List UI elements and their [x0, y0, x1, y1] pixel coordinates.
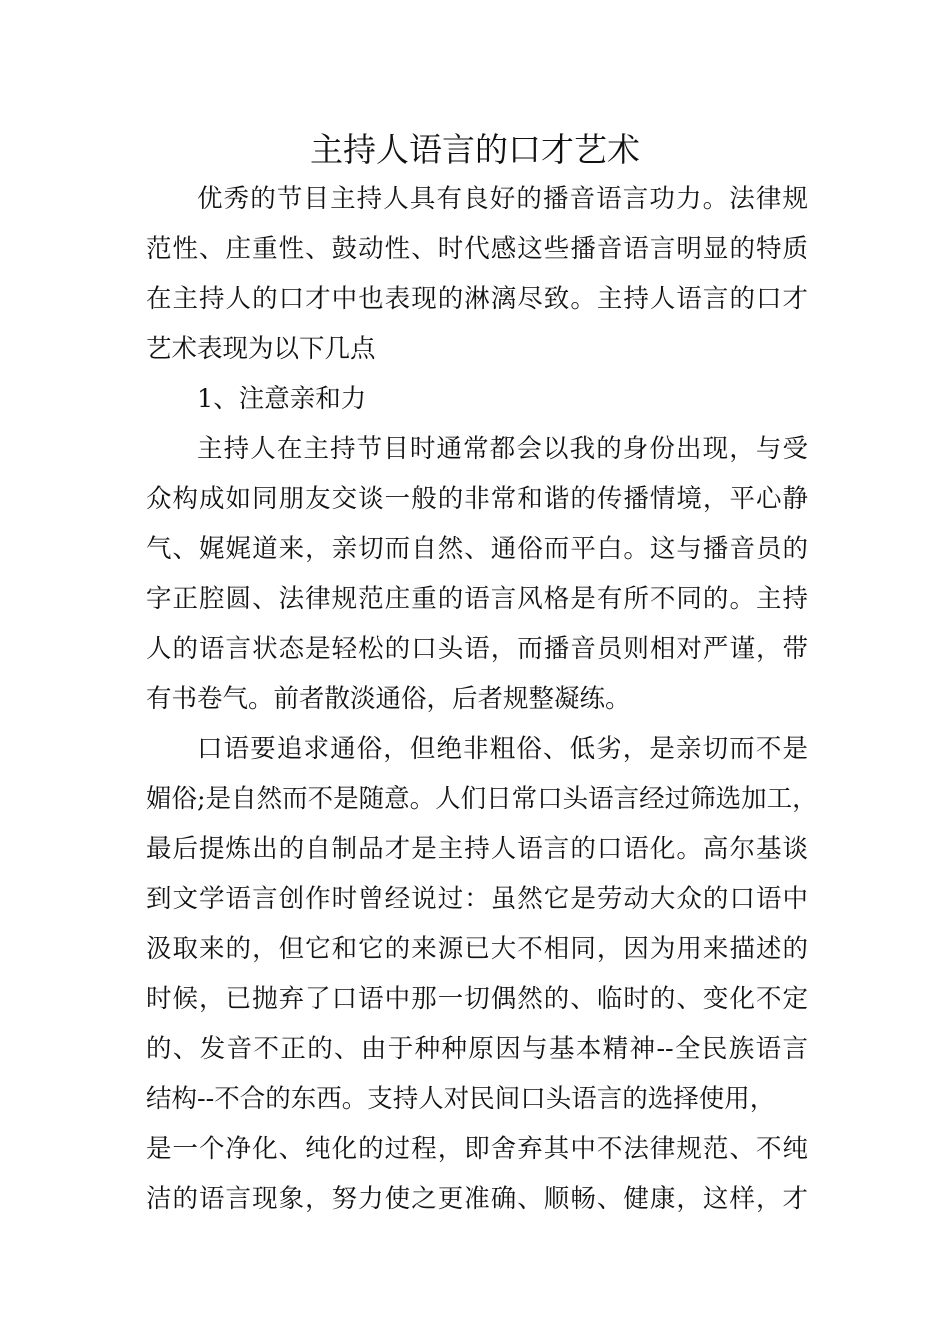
paragraph-line: 在主持人的口才中也表现的淋漓尽致。主持人语言的口才 [146, 284, 808, 314]
paragraph-line: 时候，已抛弃了口语中那一切偶然的、临时的、变化不定 [146, 984, 808, 1014]
paragraph-line: 字正腔圆、法律规范庄重的语言风格是有所不同的。主持 [146, 584, 808, 614]
paragraph-line: 主持人在主持节目时通常都会以我的身份出现，与受 [197, 434, 808, 464]
paragraph-line: 汲取来的，但它和它的来源已大不相同，因为用来描述的 [146, 934, 808, 964]
section-heading: 1、注意亲和力 [197, 384, 367, 414]
paragraph-line: 人的语言状态是轻松的口头语，而播音员则相对严谨，带 [146, 634, 808, 664]
paragraph-line: 范性、庄重性、鼓动性、时代感这些播音语言明显的特质 [146, 234, 808, 264]
document-title: 主持人语言的口才艺术 [310, 130, 640, 169]
paragraph-line: 众构成如同朋友交谈一般的非常和谐的传播情境，平心静 [146, 484, 808, 514]
paragraph-line: 的、发音不正的、由于种种原因与基本精神--全民族语言 [146, 1034, 808, 1064]
paragraph-line: 洁的语言现象，努力使之更准确、顺畅、健康，这样，才 [146, 1184, 808, 1214]
paragraph-line: 气、娓娓道来，亲切而自然、通俗而平白。这与播音员的 [146, 534, 808, 564]
paragraph-line: 媚俗;是自然而不是随意。人们日常口头语言经过筛选加工， [146, 784, 818, 814]
paragraph-line: 结构--不合的东西。支持人对民间口头语言的选择使用， [146, 1084, 776, 1114]
paragraph-line: 口语要追求通俗，但绝非粗俗、低劣，是亲切而不是 [197, 734, 808, 764]
paragraph-line: 到文学语言创作时曾经说过：虽然它是劳动大众的口语中 [146, 884, 808, 914]
paragraph-line: 艺术表现为以下几点 [146, 334, 376, 364]
paragraph-line: 有书卷气。前者散淡通俗，后者规整凝练。 [146, 684, 631, 714]
paragraph-line: 是一个净化、纯化的过程，即舍弃其中不法律规范、不纯 [146, 1134, 808, 1164]
paragraph-line: 优秀的节目主持人具有良好的播音语言功力。法律规 [197, 184, 808, 214]
paragraph-line: 最后提炼出的自制品才是主持人语言的口语化。高尔基谈 [146, 834, 808, 864]
document-body [146, 174, 818, 1224]
